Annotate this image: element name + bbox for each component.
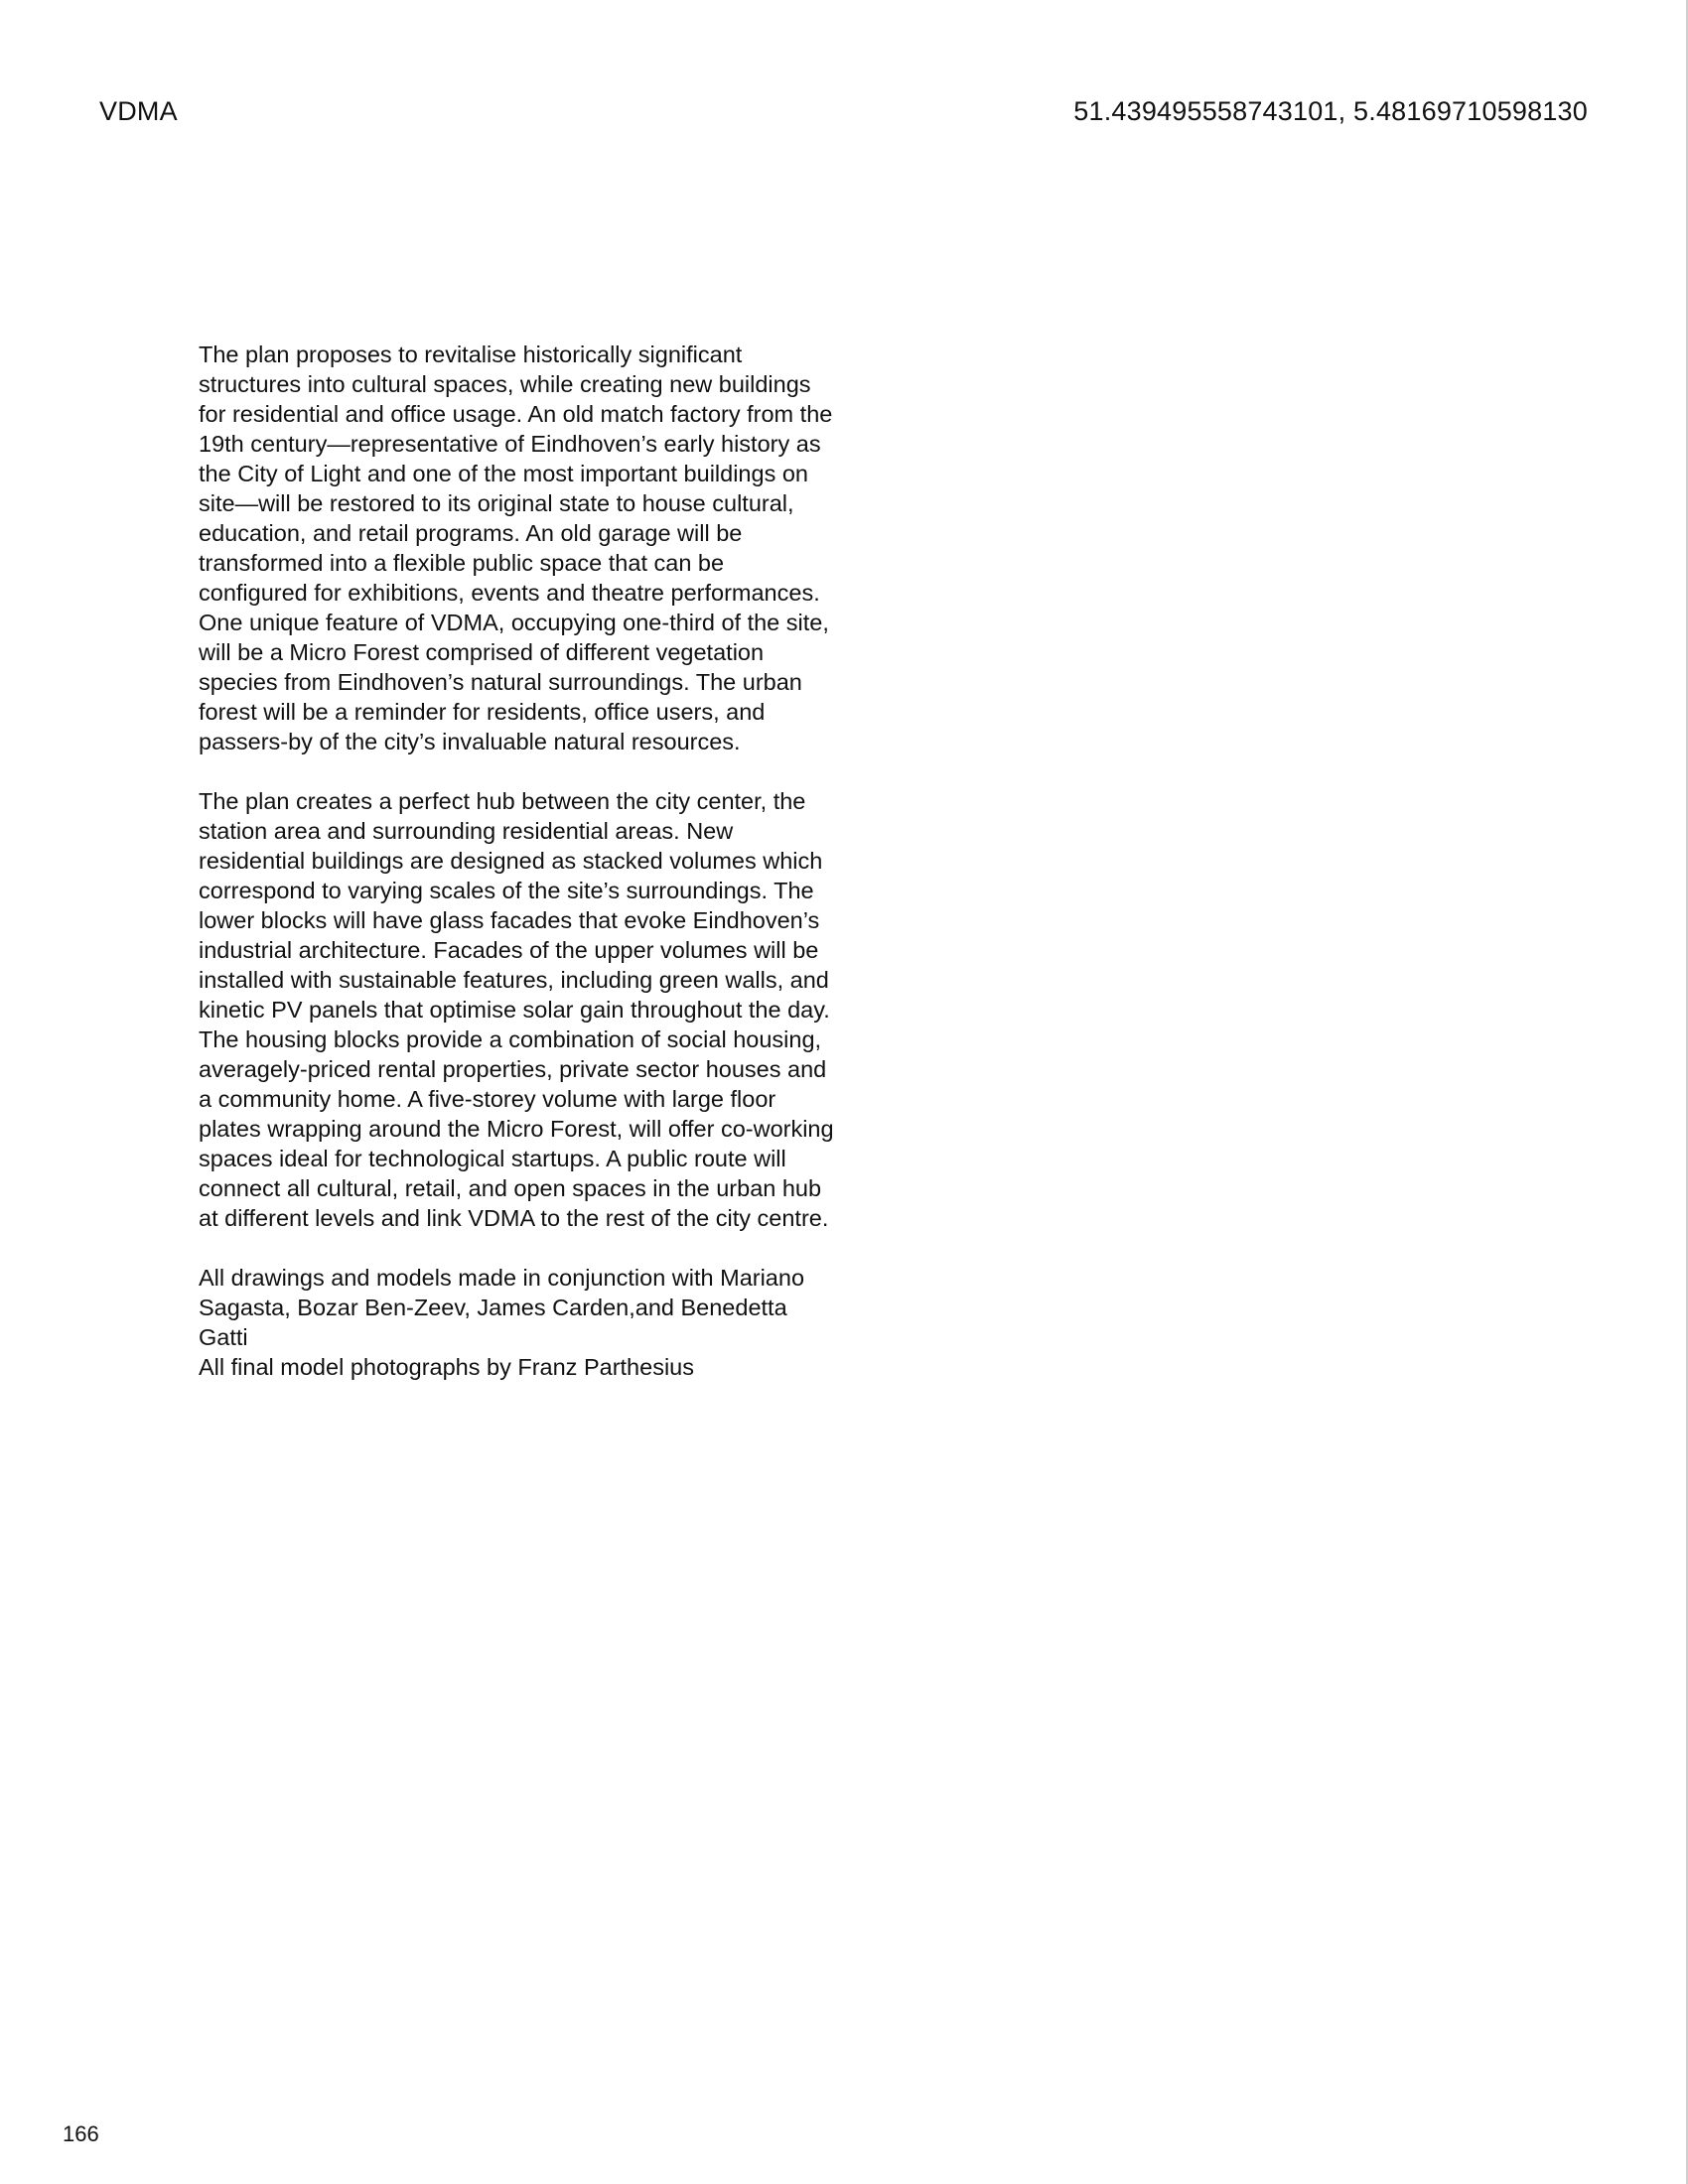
project-description xyxy=(199,340,834,1382)
credit-photographer: All final model photographs by Franz Parthesius xyxy=(199,1354,694,1380)
project-title: VDMA xyxy=(99,96,178,126)
description-paragraph: The plan creates a perfect hub between the city center, the station area and surrounding residential areas. New residential buildings are designed as stacked volumes which correspond to varying scales of the site’s surroundings. The lower blocks will have glass facades that evoke Eindhoven’s industrial architecture. Facades of the upper volumes will be installed with sustainable features, including green walls, and kinetic PV panels that optimise solar gain throughout the day. The housing blocks provide a combination of social housing, averagely-priced rental properties, private sector houses and a community home. A five-storey volume with large floor plates wrapping around the Micro Forest, will offer co-working spaces ideal for technological startups. A public route will connect all cultural, retail, and open spaces in the urban hub at different levels and link VDMA to the rest of the city centre. xyxy=(199,788,834,1231)
page-number: 166 xyxy=(63,2121,99,2146)
description-paragraph: The plan proposes to revitalise historically significant structures into cultural spaces, while creating new buildings for residential and office usage. An old match factory from the 19th century—representative of Eindhoven’s early history as the City of Light and one of the most important buildings on site—will be restored to its original state to house cultural, education, and retail programs. An old garage will be transformed into a flexible public space that can be configured for exhibitions, events and theatre performances. One unique feature of VDMA, occupying one-third of the site, will be a Micro Forest comprised of different vegetation species from Eindhoven’s natural surroundings. The urban forest will be a reminder for residents, office users, and passers-by of the city’s invaluable natural resources. xyxy=(199,341,833,754)
site-coordinates: 51.439495558743101, 5.48169710598130 xyxy=(1073,96,1588,126)
credit-collaborators: All drawings and models made in conjunction with Mariano Sagasta, Bozar Ben-Zeev, James Carden,and Benedetta Gatti xyxy=(199,1265,805,1350)
credits xyxy=(199,1263,834,1382)
